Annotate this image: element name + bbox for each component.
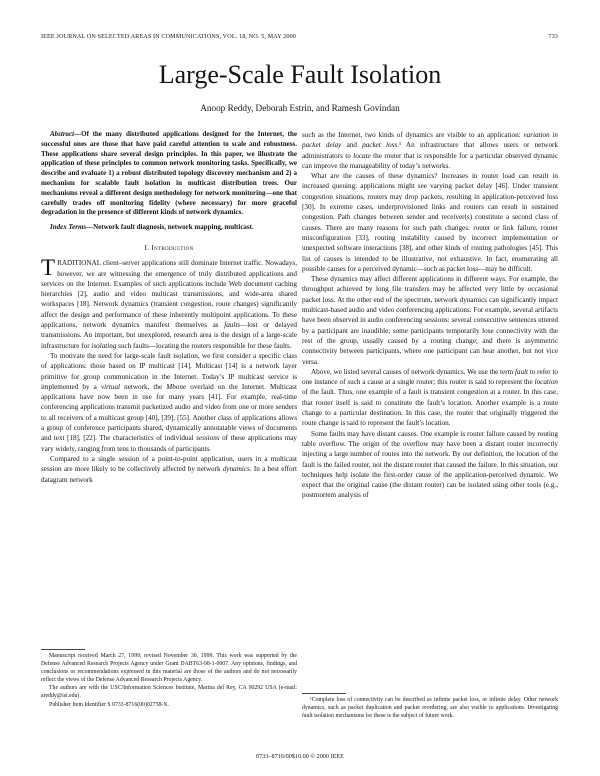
section-heading [41, 243, 297, 253]
paper-title: Large-Scale Fault Isolation [158, 60, 442, 89]
intro-paragraph-2: To motivate the need for large-scale fault isolation, we first consider a specific class of applications: those based on IP multicast [14]. Multicast [14] is a network layer primitive for group communication in the Internet. Today’s IP multicast service is implemented by a virtual network, the Mbone overlaid on the Internet. Multicast applications have now been in use for many years [41]. For example, real-time conferencing applications transmit packetized audio and video from one or more senders to all receivers of a multicast group [40], [39], [55]. Another class of applications allows a group of conference participants shared, dynamically annotatable views of documents and text [18], [22]. The characteristics of individual sessions of these applications may vary widely, ranging from tens to thousands of participants. [41, 351, 298, 453]
left-column [41, 130, 297, 485]
section-number: I. [144, 242, 150, 252]
intro-paragraph-3: Compared to a single session of a point-to-point application, users in a multicast session are more likely to be collectively affected by network dynamics. In a best effort datagram network [41, 454, 297, 484]
index-terms [41, 223, 297, 233]
body-paragraph-1: such as the Internet, two kinds of dynamics are visible to an application: variation in packet delay and packet loss.¹ An infrastructure that allows users or network administrators to locate the router that is responsible for a particular observed dynamic can improve the manageability of today’s networks. [302, 131, 558, 170]
footnote-1: ¹Complete loss of connectivity can be described as infinite packet loss, or infinite delay. Other network dynamics, such as packet duplication and packet reordering, are also visible to applications. Investigating fault isolation mechanisms for these is the subject of future work. [302, 697, 558, 720]
footnote-affiliation: The authors are with the USC/Information Sciences Institute, Marina del Rey, CA 90292 USA (e-mail: areddy@isi.edu). [41, 685, 297, 700]
section-title: Introduction [151, 242, 194, 252]
running-header: IEEE JOURNAL ON SELECTED AREAS IN COMMUNICATIONS, VOL. 18, NO. 5, MAY 2000 [41, 33, 296, 40]
body-paragraph-3: These dynamics may affect different applications in different ways. For example, the throughput achieved by long file transfers may be affected very little by occasional packet loss. At the other end of the spectrum, network dynamics can significantly impact multicast-based audio and video conferencing applications. For example, several artifacts have been observed in audio conferencing sessions: several consecutive sentences uttered by a participant are inaudible; some participants temporarily lose connectivity with the rest of the group, usually caused by a routing change; and there is asymmetric connectivity between participants, where one participant can hear another, but not vice versa. [302, 275, 558, 366]
footnote-manuscript: Manuscript received March 27, 1999; revised November 30, 1999. This work was supported by the Defense Advanced Research Projects Agency under Grant DABT63-98-1-0007. Any opinions, findings, and conclusions or recommendations expressed in this material are those of the authors and do not necessarily reflect the views of the Defense Advanced Research Projects Agency. [41, 653, 297, 684]
abstract [41, 130, 297, 218]
author-list: Anoop Reddy, Deborah Estrin, and Ramesh Govindan [200, 103, 400, 113]
footnote-rule [302, 693, 346, 694]
body-paragraph-4: Above, we listed several causes of network dynamics. We use the term fault to refer to one instance of such a cause at a single router; this router is said to represent the location of the fault. Thus, one example of a fault is transient congestion at a router. In this case, that router itself is said to constitute the fault’s location. Another example is a route change to a particular destination. In this case, the router that originally triggered the route change is said to represent the fault’s location. [302, 367, 558, 428]
abstract-text: Of the many distributed applications designed for the Internet, the successful ones are those that have paid careful attention to scale and robustness. These applications share several design principles. In this paper, we illustrate the application of these principles to common network monitoring tasks. Specifically, we describe and evaluate 1) a robust distributed topology discovery mechanism and 2) a mechanism for scalable fault isolation in multicast distribution trees. Our mechanisms reveal a different design methodology for network monitoring—one that carefully trades off monitoring fidelity (where necessary) for more graceful degradation in the presence of different kinds of network dynamics. [41, 130, 297, 217]
abstract-label: Abstract— [50, 130, 82, 138]
index-terms-text: Network fault diagnosis, network mapping, multicast. [93, 223, 254, 232]
right-column [302, 130, 558, 501]
footnote-rule [41, 649, 85, 650]
intro-paragraph-1: TRADITIONAL client–server applications still dominate Internet traffic. Nowadays, however, we are witnessing the emergence of truly distributed applications and services on the Internet. Examples of such applications include Web document caching hierarchies [2], audio and video multicast transmissions, and wide-area shared workspaces [18]. Network dynamics (transient congestion, route changes) significantly affect the design and performance of these inherently multipoint applications. To these applications, network dynamics manifest themselves as faults—lost or delayed transmissions. An important, but unexplored, research area is the design of a large-scale infrastructure for isolating such faults—locating the routers responsible for these faults. [41, 255, 297, 350]
footnote-identifier: Publisher Item Identifier S 0733-8716(00)02758-X. [49, 701, 169, 708]
index-terms-label: Index Terms— [50, 223, 94, 232]
copyright-footer: 0733–8716/00$10.00 © 2000 IEEE [256, 753, 344, 760]
manuscript-footnotes [41, 652, 297, 709]
body-paragraph-5: Some faults may have distant causes. One example is router failure caused by routing table overflow. The origin of the overflow may have been a distant router incorrectly injecting a large number of routes into the network. By our definition, the location of the fault is the failed router, not the distant router that caused the failure. In this situation, our techniques help isolate the first-order cause of the application-perceived dynamic. We expect that the original cause (the distant router) can be isolated using other tools (e.g., postmortem analysis of [302, 429, 558, 500]
drop-cap: T [41, 255, 56, 281]
page-number: 733 [548, 33, 558, 40]
body-paragraph-2: What are the causes of these dynamics? Increases in router load can result in increased queuing; applications might see varying packet delay [46]. Under transient congestion situations, routers may drop packets, resulting in application-perceived loss [30]. In extreme cases, underprovisioned links and routers can result in sustained congestion. Path changes between sender and receiver(s) constitute a second class of causes. There are many reasons for such path changes: router or link failure, router misconfiguration [33], routing instability caused by incorrect implementation or unexpected software interactions [38], and other kinds of routing pathologies [45]. This list of causes is intended to be illustrative, not exhaustive. In fact, enumerating all possible causes for a perceived dynamic—such as packet loss—may be difficult. [302, 172, 558, 273]
